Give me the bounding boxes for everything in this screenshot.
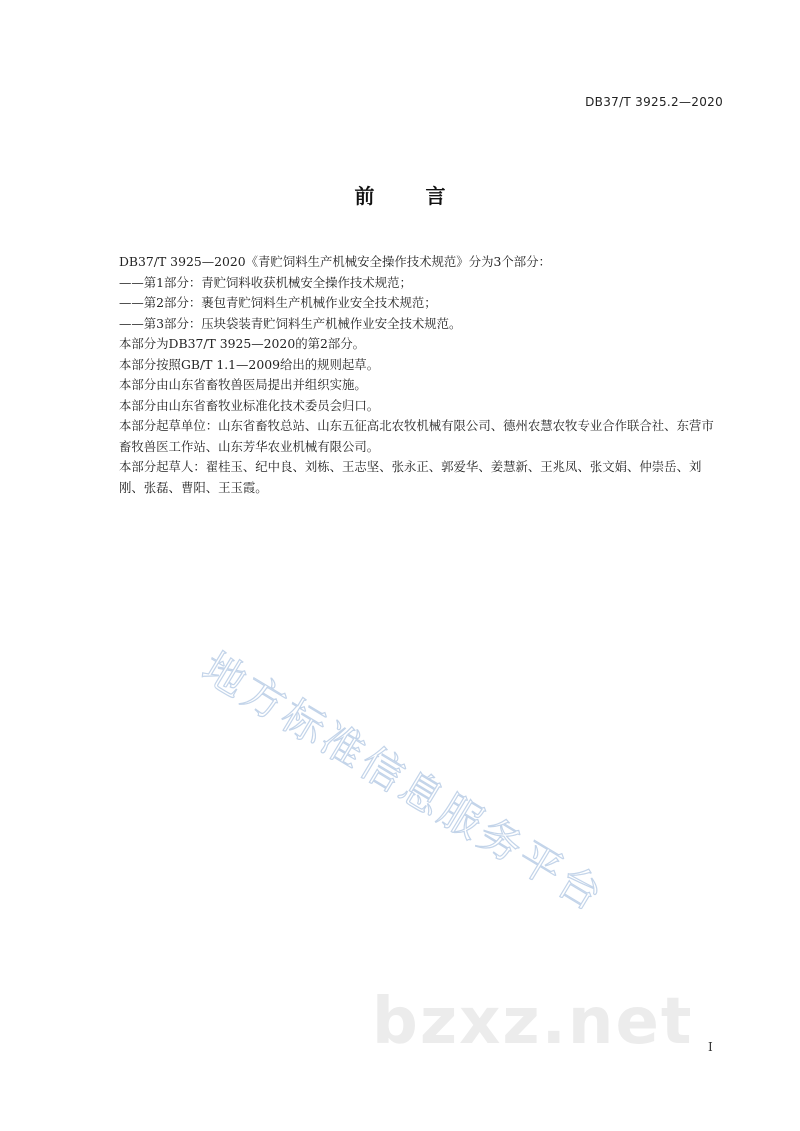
- paragraph-committee: 本部分由山东省畜牧业标准化技术委员会归口。: [119, 397, 380, 413]
- paragraph-drafters: 本部分起草人：翟桂玉、纪中良、刘栋、王志坚、张永正、郭爱华、姜慧新、王兆凤、张文娟、仲崇岳、刘刚、张磊、曹阳、王玉霞。: [119, 459, 702, 495]
- paragraph-drafting-units: 本部分起草单位：山东省畜牧总站、山东五征高北农牧机械有限公司、德州农慧农牧专业合作联合社、东营市畜牧兽医工作站、山东芳华农业机械有限公司。: [119, 418, 714, 454]
- paragraph-this-part: 本部分为DB37/T 3925—2020的第2部分。: [119, 336, 366, 351]
- paragraph-proposer: 本部分由山东省畜牧兽医局提出并组织实施。: [119, 377, 367, 392]
- paragraph-intro: DB37/T 3925—2020《青贮饲料生产机械安全操作技术规范》分为3个部分：: [119, 254, 551, 269]
- watermark: 地方标准信息服务平台: [193, 642, 614, 922]
- paragraph-drafting-rules: 本部分按照GB/T 1.1—2009给出的规则起草。: [119, 356, 380, 372]
- body-text: [119, 252, 723, 498]
- paragraph-part-2: ——第2部分：裹包青贮饲料生产机械作业安全技术规范；: [119, 295, 437, 310]
- document-code: DB37/T 3925.2—2020: [585, 95, 723, 109]
- paragraph-part-3: ——第3部分：压块袋装青贮饲料生产机械作业安全技术规范。: [119, 315, 462, 331]
- site-logo-watermark: bzxz.net: [372, 985, 694, 1059]
- paragraph-part-1: ——第1部分：青贮饲料收获机械安全操作技术规范；: [119, 274, 412, 290]
- page-title: 前 言: [354, 184, 468, 208]
- page-number: I: [708, 1040, 713, 1054]
